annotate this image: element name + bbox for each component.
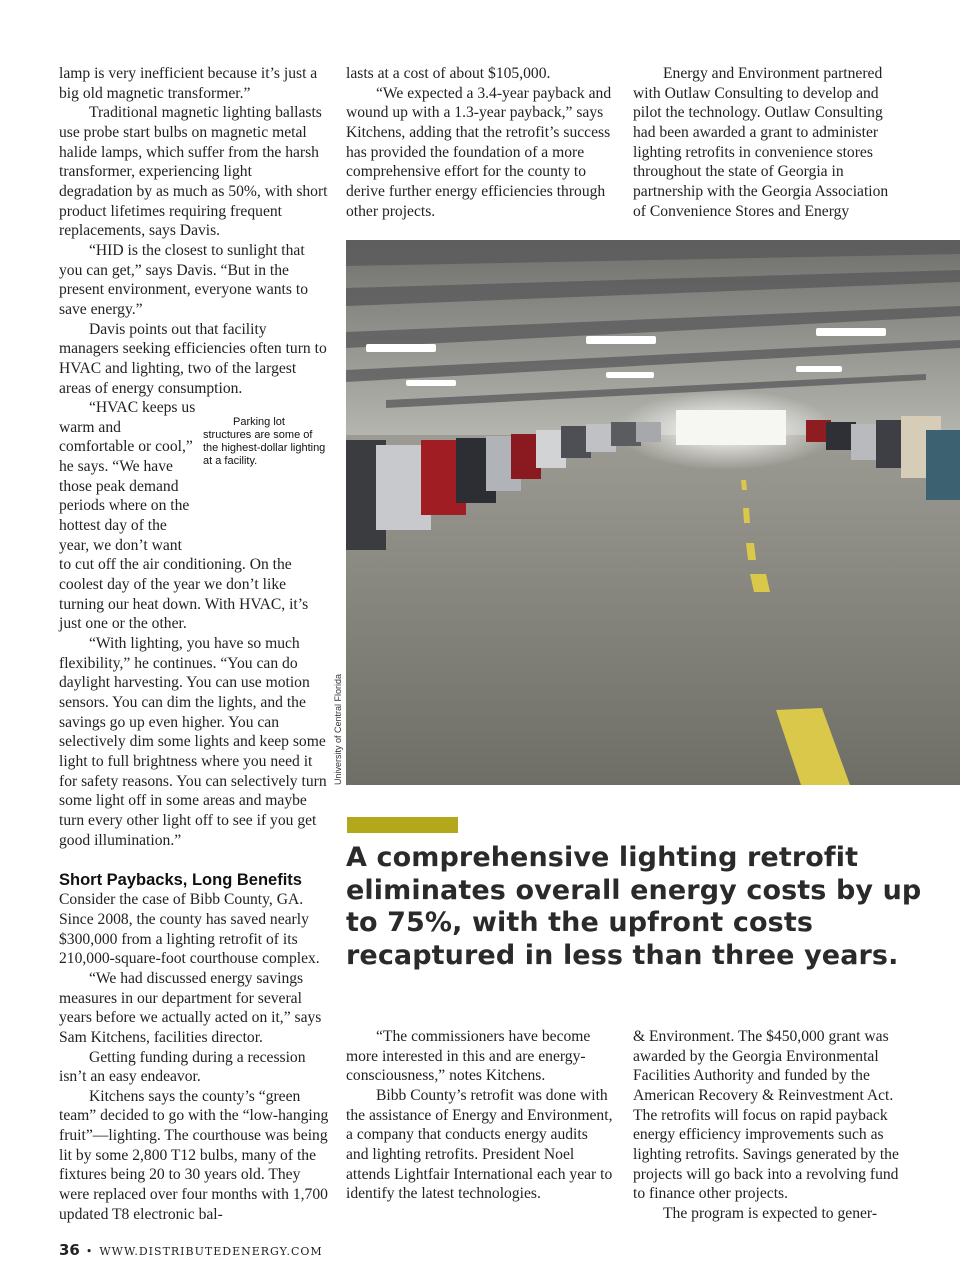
section-subheading: Short Paybacks, Long Benefits (59, 871, 302, 890)
paragraph: “We expected a 3.4-year payback and wound up with a 1.3-year payback,” says Kitchens, adding that the retrofit’s success has provided the foundation of a more comprehensive effort for the county to derive further energy efficiencies through other projects. (346, 84, 612, 220)
article-column-2-top (346, 64, 614, 221)
photo-caption: Parking lot structures are some of the highest-dollar lighting at a facility. (203, 416, 326, 468)
parking-garage-photo (346, 240, 960, 785)
paragraph: Kitchens says the county’s “green team” decided to go with the “low-hanging fruit”—lighting. The courthouse was being lit by some 2,800 T12 bulbs, many of the fixtures being 20 to 30 years old. They were replaced over four months with 1,700 updated T8 electronic bal- (59, 1087, 329, 1223)
paragraph: The program is expected to gener- (663, 1204, 878, 1222)
paragraph: & Environment. The $450,000 grant was awarded by the Georgia Environmental Facilities Authority and funded by the American Recovery & Reinvestment Act. The retrofits will focus on rapid payback energy efficiency improvements such as lighting retrofits. Savings generated by the projects will go back into a revolving fund to finance other projects. (633, 1028, 899, 1203)
article-column-2-bottom (346, 1027, 614, 1204)
article-column-3-bottom (633, 1027, 903, 1224)
paragraph: Bibb County’s retrofit was done with the assistance of Energy and Environment, a company that conducts energy audits and lighting retrofits. President Noel attends Lightfair International each year to identify the latest technologies. (346, 1086, 613, 1203)
footer-bullet: • (85, 1245, 94, 1258)
paragraph: lasts at a cost of about $105,000. (346, 65, 551, 82)
paragraph: Energy and Environment partnered with Outlaw Consulting to develop and pilot the technology. Outlaw Consulting had been awarded a grant to administer lighting retrofits in convenience stores throughout the state of Georgia in partnership with the Georgia Association of Convenience Stores and Energy (633, 65, 889, 220)
page-footer (59, 1241, 323, 1259)
paragraph-with-caption (59, 398, 329, 634)
pull-quote: A comprehensive lighting retrofit eliminates overall energy costs by up to 75%, with the upfront costs recaptured in less than three years. (346, 842, 922, 971)
article-column-3-top (633, 64, 903, 221)
page-number: 36 (59, 1241, 80, 1259)
paragraph: Getting funding during a recession isn’t an easy endeavor. (59, 1048, 306, 1086)
paragraph-text: “HVAC keeps us warm and comfortable or cool,” he says. “We have those peak demand periods where on the hottest day of the year, we don’t want to cut off the air conditioning. On the coolest day of the year we don’t like turning our heat down. With HVAC, it’s just one or the other. (59, 399, 309, 633)
pullquote-accent-bar (347, 817, 458, 833)
paragraph: “The commissioners have become more interested in this and are energy-consciousness,” notes Kitchens. (346, 1028, 591, 1085)
paragraph: “With lighting, you have so much flexibility,” he continues. “You can do daylight harvesting. You can use motion sensors. You can dim the lights, and the savings go up even higher. You can selectively dim some lights and keep some light to full brightness where you need it for safety reasons. You can selectively turn some light off in some areas and maybe turn every other light off to see if you get good illumination.” (59, 635, 327, 849)
paragraph: Consider the case of Bibb County, GA. Since 2008, the county has saved nearly $300,000 from a lighting retrofit of its 210,000-square-foot courthouse complex. (59, 891, 320, 968)
footer-url: WWW.DISTRIBUTEDENERGY.COM (99, 1245, 323, 1258)
paragraph: “We had discussed energy savings measures in our department for several years before we actually acted on it,” says Sam Kitchens, facilities director. (59, 969, 322, 1046)
paragraph: “HID is the closest to sunlight that you can get,” says Davis. “But in the present environment, everyone wants to save energy.” (59, 241, 308, 318)
photo-credit: University of Central Florida (333, 673, 343, 785)
paragraph: Davis points out that facility managers seeking efficiencies often turn to HVAC and lighting, two of the largest areas of energy consumption. (59, 320, 327, 397)
paragraph: Traditional magnetic lighting ballasts use probe start bulbs on magnetic metal halide lamps, which suffer from the harsh transformer, experiencing light degradation by as much as 50%, with short product lifetimes requiring frequent replacements, says Davis. (59, 104, 328, 240)
paragraph: lamp is very inefficient because it’s just a big old magnetic transformer.” (59, 65, 318, 102)
article-column-1 (59, 64, 329, 1224)
